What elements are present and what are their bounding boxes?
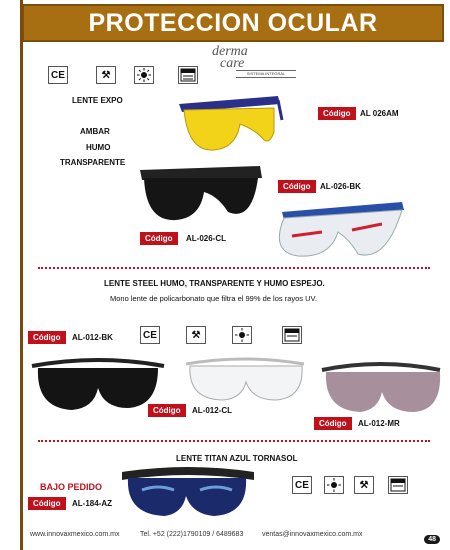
code-value: AL-184-AZ	[72, 499, 113, 508]
steel-clear-glasses-image	[180, 350, 310, 410]
footer-email[interactable]: ventas@innovaxmexico.com.mx	[262, 531, 363, 538]
bajo-pedido-badge: BAJO PEDIDO	[40, 482, 103, 492]
uv-sun-icon	[324, 476, 344, 494]
smoke-glasses-image	[136, 160, 266, 230]
page-number: 48	[424, 535, 440, 544]
section-divider	[38, 267, 430, 269]
ce-mark-icon: CE	[48, 66, 68, 84]
footer-website[interactable]: www.innovaxmexico.com.mx	[30, 531, 120, 538]
code-label: Código	[140, 232, 178, 245]
hammer-impact-icon: ⚒	[354, 476, 374, 494]
side-margin	[0, 0, 22, 550]
variant-transparente: TRANSPARENTE	[60, 158, 126, 167]
code-value: AL-012-BK	[72, 333, 113, 342]
steel-mirror-glasses-image	[316, 354, 446, 424]
ce-mark-icon: CE	[140, 326, 160, 344]
lente-titan-heading: LENTE TITAN AZUL TORNASOL	[176, 454, 298, 463]
hammer-impact-icon: ⚒	[186, 326, 206, 344]
code-value: AL-026-BK	[320, 182, 361, 191]
code-label: Código	[278, 180, 316, 193]
certification-flag-icon	[178, 66, 198, 84]
code-value: AL-012-MR	[358, 419, 400, 428]
code-value: AL 026AM	[360, 109, 399, 118]
amber-glasses-image	[174, 90, 284, 160]
brand-subtitle: SISTEMA INTEGRAL	[236, 70, 296, 78]
code-label: Código	[318, 107, 356, 120]
page-header	[22, 4, 444, 42]
code-value: AL-012-CL	[192, 406, 233, 415]
ce-mark-icon: CE	[292, 476, 312, 494]
lente-steel-description: Mono lente de policarbonato que filtra el 99% de los rayos UV.	[110, 294, 317, 303]
clear-glasses-image	[262, 196, 412, 266]
brand-top: derma	[212, 44, 248, 59]
variant-humo: HUMO	[86, 143, 111, 152]
uv-sun-icon	[134, 66, 154, 84]
page-title: PROTECCION OCULAR	[88, 8, 378, 37]
lente-expo-heading: LENTE EXPO	[72, 96, 123, 105]
steel-black-glasses-image	[28, 350, 168, 420]
variant-ambar: AMBAR	[80, 127, 110, 136]
section-divider	[38, 440, 430, 442]
code-value: AL-026-CL	[186, 234, 227, 243]
code-label: Código	[28, 331, 66, 344]
uv-sun-icon	[232, 326, 252, 344]
side-rule	[20, 0, 23, 550]
certification-flag-icon	[282, 326, 302, 344]
lente-steel-heading: LENTE STEEL HUMO, TRANSPARENTE Y HUMO ESPEJO.	[104, 279, 325, 288]
hammer-impact-icon: ⚒	[96, 66, 116, 84]
brand-bottom: care	[220, 56, 245, 71]
code-label: Código	[148, 404, 186, 417]
code-label: Código	[314, 417, 352, 430]
titan-blue-glasses-image	[118, 462, 258, 528]
footer-phone: Tel. +52 (222)1790109 / 6489683	[140, 531, 244, 538]
code-label: Código	[28, 497, 66, 510]
certification-flag-icon	[388, 476, 408, 494]
